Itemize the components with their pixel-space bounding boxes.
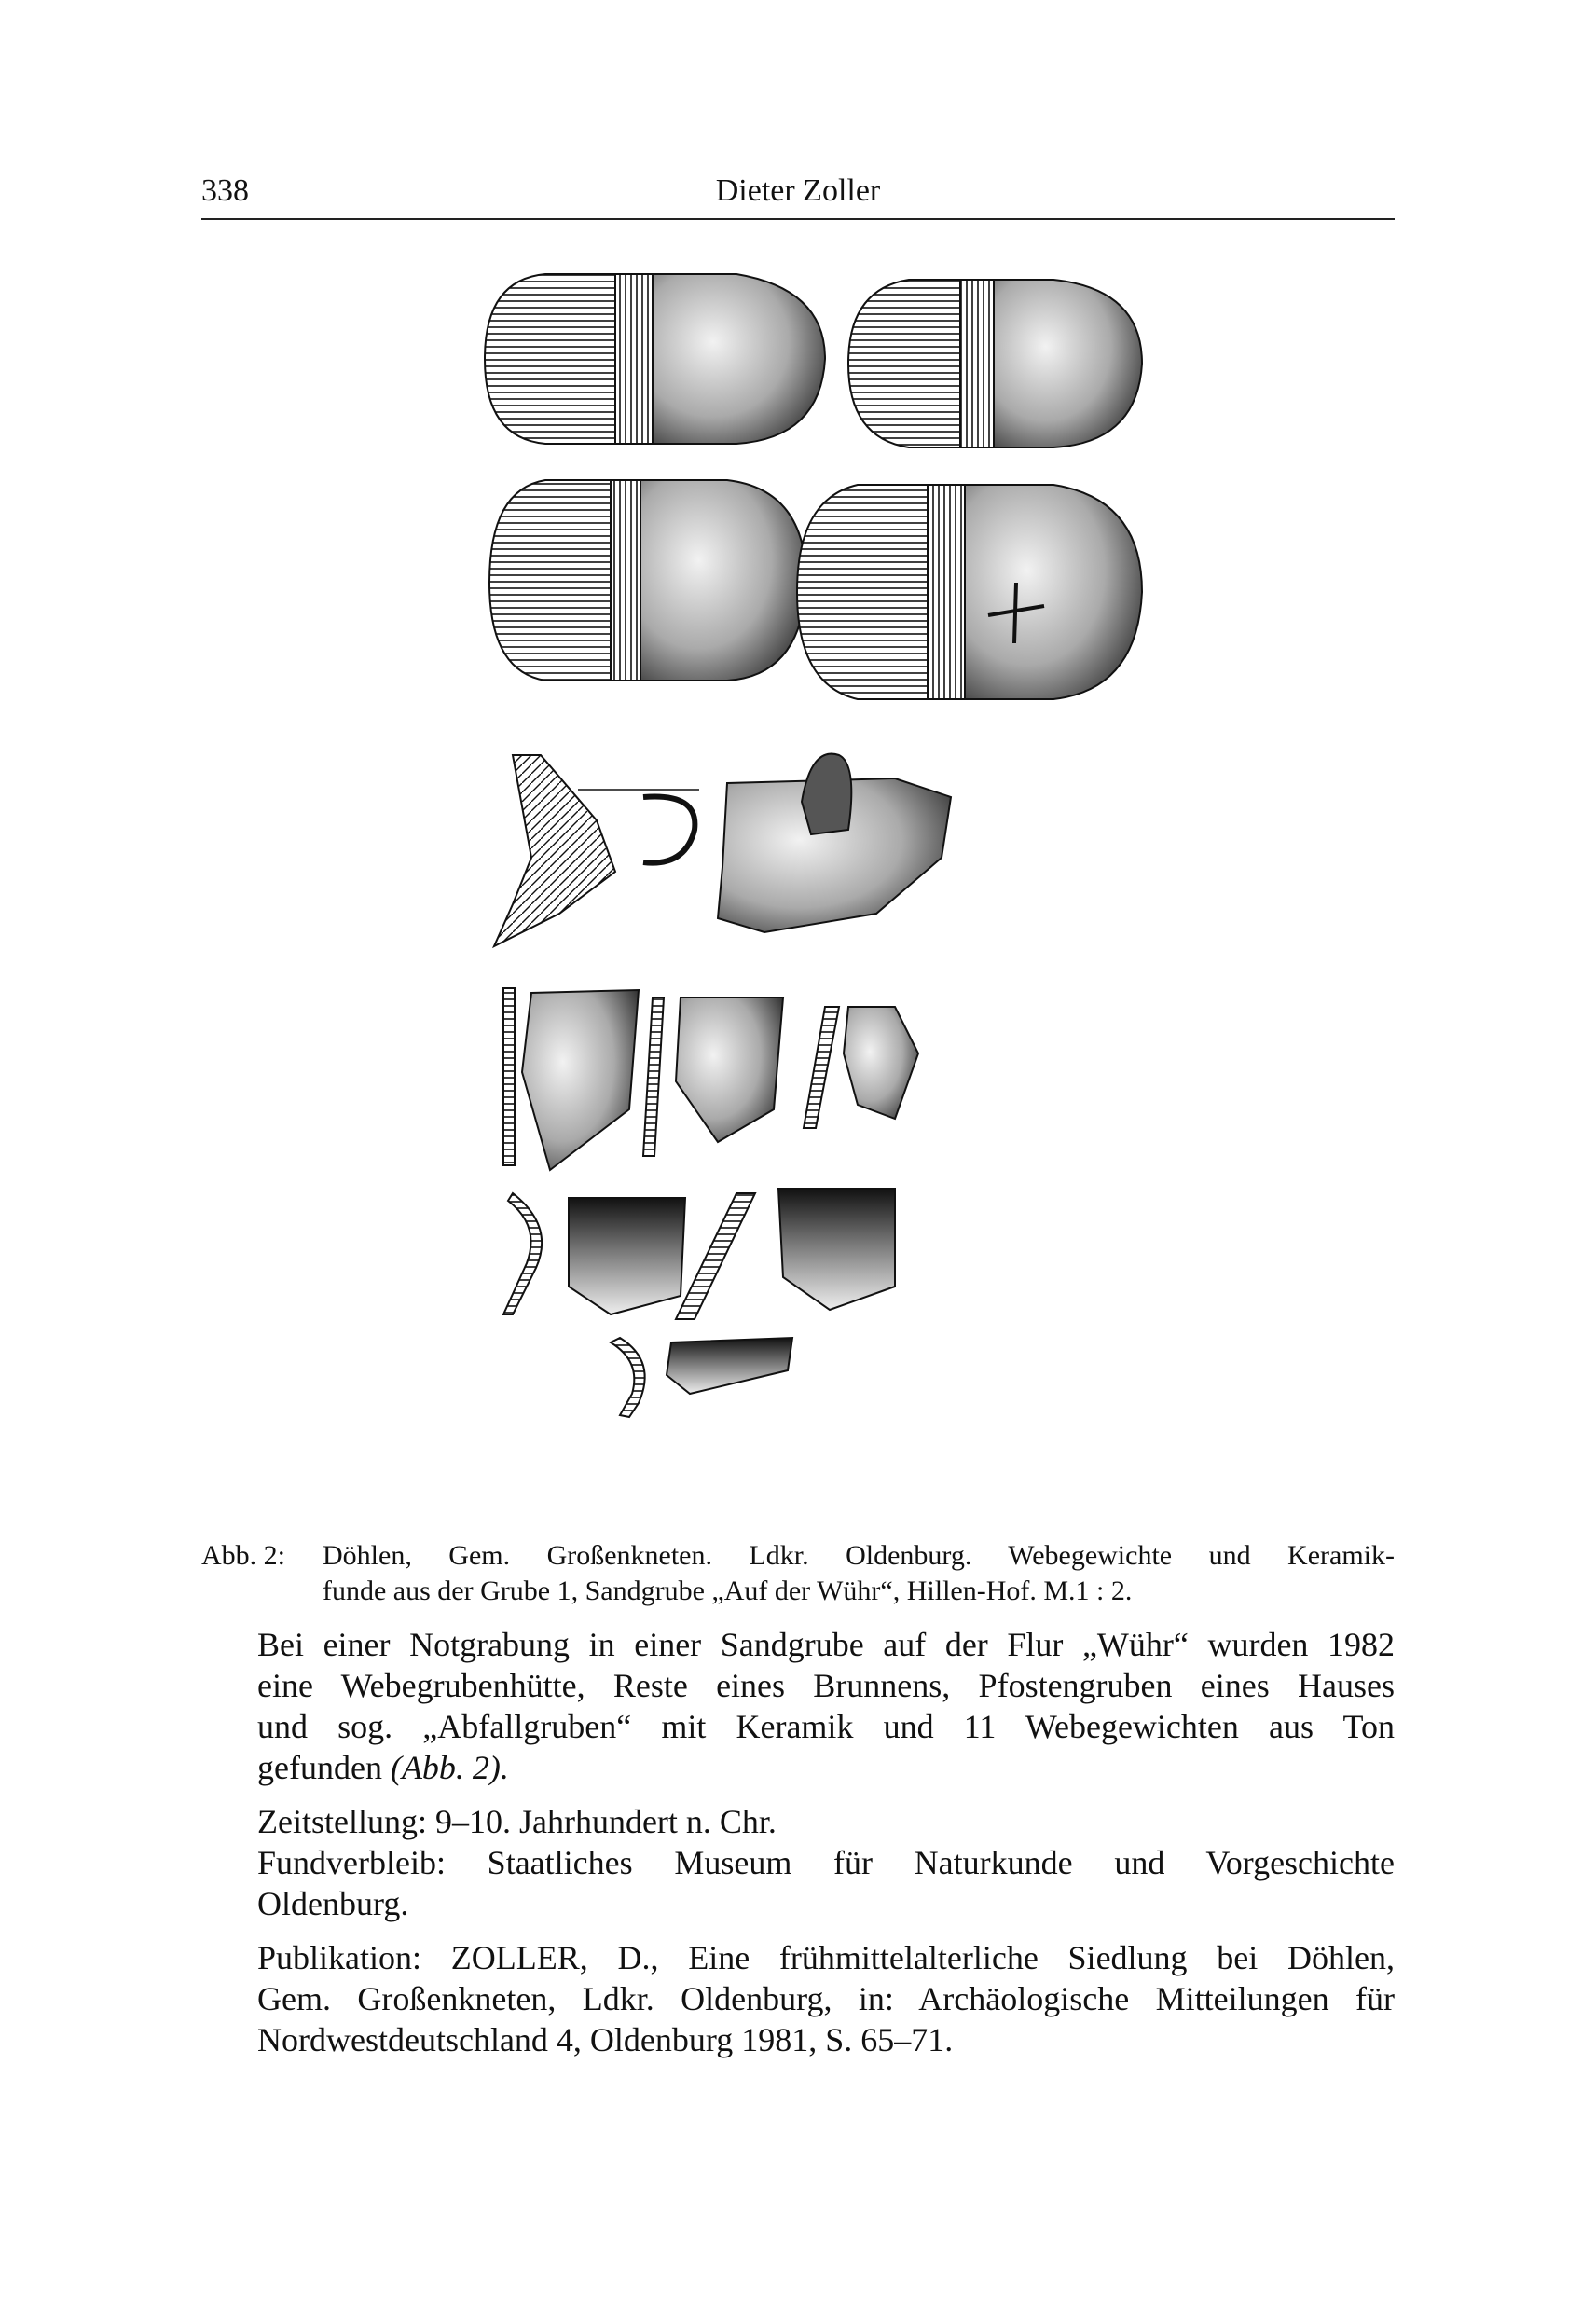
caption-line: Döhlen, Gem. Großenkneten. Ldkr. Oldenburg. Webegewichte und Keramik- <box>323 1540 1395 1571</box>
caption-line: funde aus der Grube 1, Sandgrube „Auf der Wühr“, Hillen-Hof. M.1 : 2. <box>323 1576 1133 1606</box>
text-line: Gem. Großenkneten, Ldkr. Oldenburg, in: Archäologische Mitteilungen für <box>257 1980 1395 2017</box>
sherd-row-1 <box>503 988 918 1170</box>
sherd-row-2 <box>503 1189 895 1319</box>
text-line: und sog. „Abfallgruben“ mit Keramik und 11 Webegewichten aus Ton <box>257 1708 1395 1745</box>
loom-weight-3 <box>489 480 806 681</box>
header-rule <box>201 218 1395 220</box>
text-run: gefunden <box>257 1749 391 1786</box>
loom-weight-4 <box>797 485 1142 699</box>
paragraph-dating <box>257 1801 1395 1924</box>
figure-reference: (Abb. 2). <box>390 1749 509 1786</box>
body-text <box>257 1624 1395 2073</box>
caption-text <box>323 1538 1395 1609</box>
loom-weight-2 <box>848 280 1142 447</box>
caption-label: Abb. 2: <box>201 1540 285 1571</box>
page-number: 338 <box>201 173 249 208</box>
text-line: Bei einer Notgrabung in einer Sandgrube auf der Flur „Wühr“ wurden 1982 <box>257 1626 1395 1663</box>
text-line: Zeitstellung: 9–10. Jahrhundert n. Chr. <box>257 1803 777 1840</box>
sherd-row-3 <box>611 1338 792 1417</box>
text-line: Nordwestdeutschland 4, Oldenburg 1981, S. 65–71. <box>257 2021 954 2058</box>
loom-weight-1 <box>485 274 825 444</box>
figure-plate <box>457 261 1165 1492</box>
paragraph-description <box>257 1624 1395 1788</box>
paragraph-publication <box>257 1937 1395 2060</box>
page-header <box>201 168 1395 220</box>
text-line: Publikation: ZOLLER, D., Eine frühmittelalterliche Siedlung bei Döhlen, <box>257 1939 1395 1976</box>
text-line: Fundverbleib: Staatliches Museum für Naturkunde und Vorgeschichte <box>257 1844 1395 1881</box>
text-line: eine Webegrubenhütte, Reste eines Brunnens, Pfostengruben eines Hauses <box>257 1667 1395 1704</box>
text-line <box>257 1747 1395 1788</box>
vessel-profile-handle <box>494 755 699 946</box>
vessel-fragment-handle <box>718 754 951 932</box>
text-line: Oldenburg. <box>257 1885 409 1922</box>
running-title: Dieter Zoller <box>715 173 881 208</box>
